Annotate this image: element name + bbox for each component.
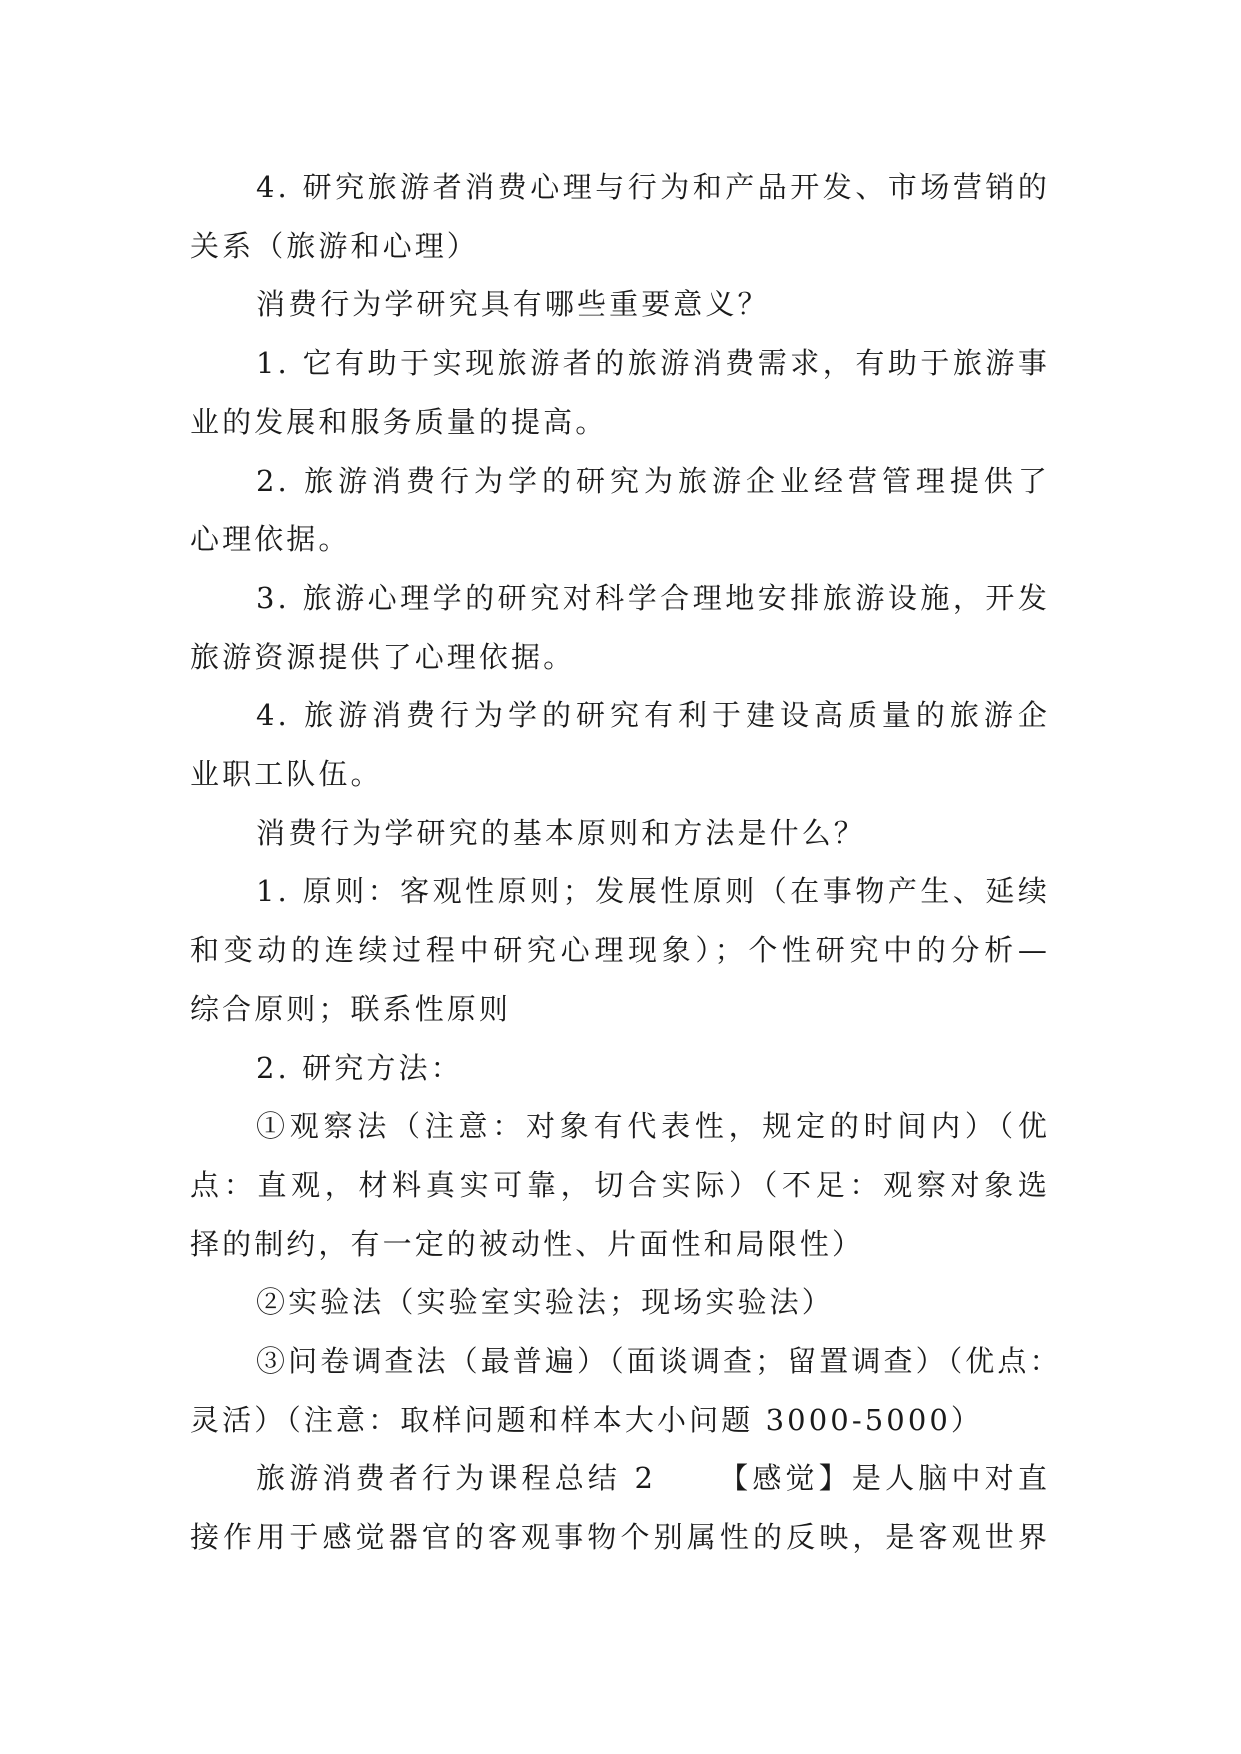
- paragraph: [190, 1039, 1050, 1098]
- text-line: 2. 研究方法：: [256, 1050, 463, 1085]
- paragraph: [190, 862, 1050, 1038]
- section-question: [190, 275, 1050, 334]
- paragraph: [190, 334, 1050, 451]
- paragraph: [190, 452, 1050, 569]
- text-line: 消费行为学研究的基本原则和方法是什么？: [256, 815, 866, 850]
- text-line: 和变动的连续过程中研究心理现象）；个性研究中的分析—: [190, 933, 1050, 968]
- document-body: [190, 158, 1062, 1567]
- text-line: 3. 旅游心理学的研究对科学合理地安排旅游设施，开发: [256, 580, 1050, 615]
- paragraph: [190, 1449, 1050, 1566]
- paragraph: [190, 158, 1050, 275]
- text-line: 业的发展和服务质量的提高。: [190, 404, 608, 439]
- text-line: 4. 研究旅游者消费心理与行为和产品开发、市场营销的: [256, 170, 1050, 204]
- text-line: 1. 原则：客观性原则；发展性原则（在事物产生、延续: [256, 874, 1050, 909]
- paragraph: [190, 1332, 1062, 1449]
- text-line: ①观察法（注意：对象有代表性，规定的时间内）（优: [256, 1109, 1050, 1144]
- text-line: 接作用于感觉器官的客观事物个别属性的反映，是客观世界: [190, 1520, 1050, 1555]
- text-line: 消费行为学研究具有哪些重要意义？: [256, 287, 770, 322]
- section-question: [190, 804, 1050, 863]
- text-line: 灵活）（注意：取样问题和样本大小问题 3000-5000）: [190, 1402, 984, 1437]
- text-line: 旅游资源提供了心理依据。: [190, 639, 576, 674]
- section-heading: 旅游消费者行为课程总结 2: [256, 1461, 657, 1496]
- text-line: ③问卷调查法（最普遍）（面谈调查；留置调查）（优点：: [256, 1344, 1062, 1379]
- text-line: 关系（旅游和心理）: [190, 228, 479, 263]
- text-fragment: 【感觉】是人脑中对直: [718, 1461, 1050, 1496]
- paragraph: [190, 1097, 1050, 1273]
- text-line: ②实验法（实验室实验法；现场实验法）: [256, 1285, 834, 1320]
- text-line: 心理依据。: [190, 522, 351, 557]
- paragraph: [190, 1273, 1050, 1332]
- paragraph: [190, 686, 1050, 803]
- text-line: 业职工队伍。: [190, 757, 383, 792]
- text-line: 择的制约，有一定的被动性、片面性和局限性）: [190, 1226, 865, 1261]
- text-line: 点：直观，材料真实可靠，切合实际）（不足：观察对象选: [190, 1167, 1050, 1202]
- text-line: 2. 旅游消费行为学的研究为旅游企业经营管理提供了: [256, 463, 1050, 498]
- text-line: 1. 它有助于实现旅游者的旅游消费需求，有助于旅游事: [256, 346, 1050, 381]
- text-line: 4. 旅游消费行为学的研究有利于建设高质量的旅游企: [256, 698, 1050, 733]
- paragraph: [190, 569, 1050, 686]
- text-line: [190, 1449, 1050, 1508]
- text-line: 综合原则；联系性原则: [190, 991, 512, 1026]
